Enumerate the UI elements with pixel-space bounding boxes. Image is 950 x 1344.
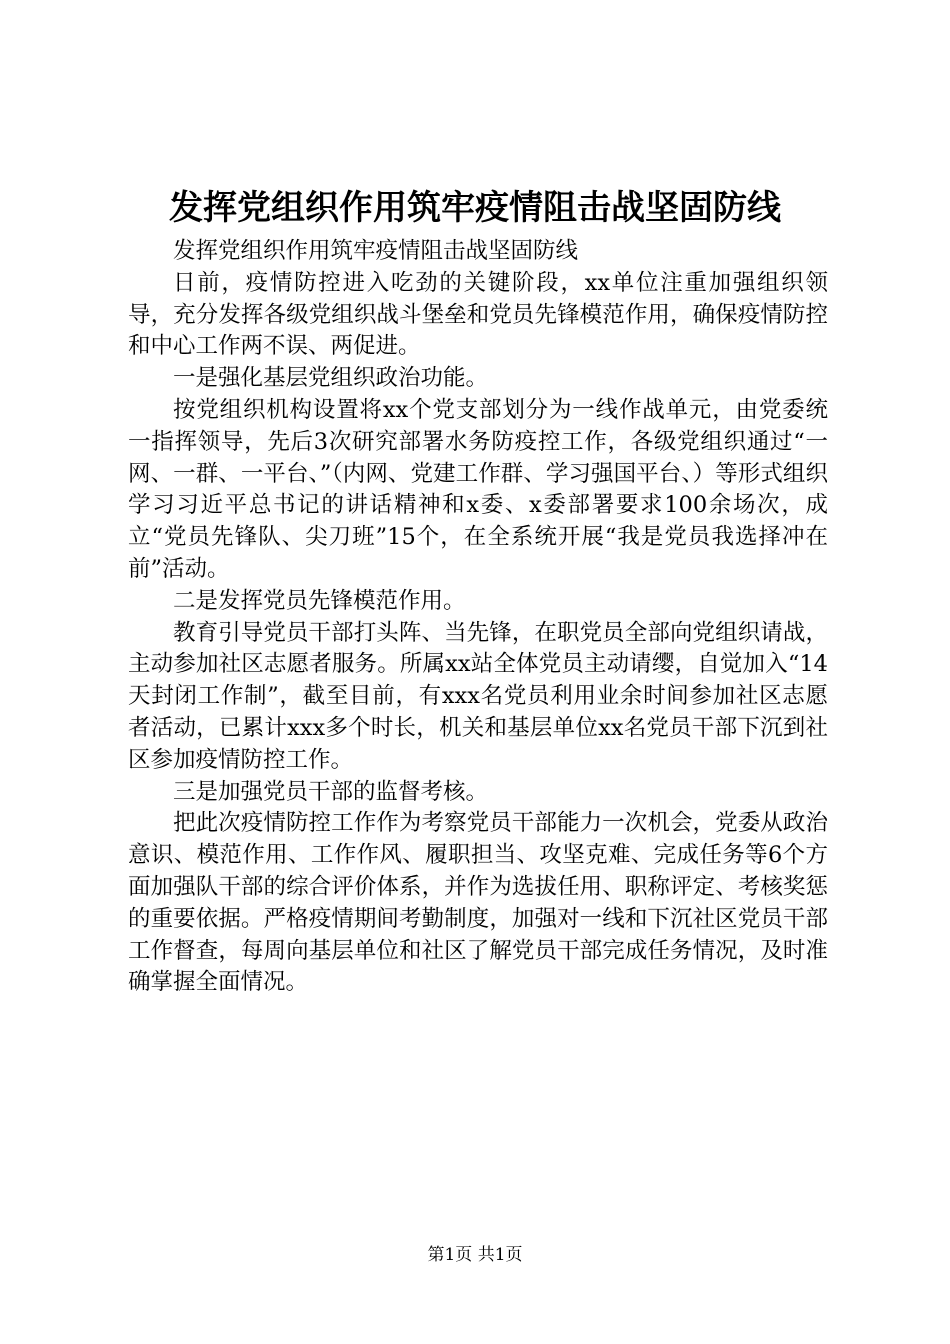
document-title: 发挥党组织作用筑牢疫情阻击战坚固防线: [169, 188, 781, 228]
paragraph-heading-1: 一是强化基层党组织政治功能。: [173, 365, 489, 392]
paragraph-body-2: 教育引导党员干部打头阵、当先锋，在职党员全部向党组织请战，主动参加社区志愿者服务。所属xx站全体党员主动请缨，自觉加入“14天封闭工作制”，截至目前，有xxx名党员利用业余时间参加社区志愿者活动，已累计xxx多个时长，机关和基层单位xx名党员干部下沉到社区参加疫情防控工作。: [128, 619, 828, 773]
document-body: [128, 236, 828, 999]
paragraph-heading-2: 二是发挥党员先锋模范作用。: [173, 587, 466, 614]
paragraph-heading-3: 三是加强党员干部的监督考核。: [173, 778, 489, 805]
paragraph-body-1: 按党组织机构设置将xx个党支部划分为一线作战单元，由党委统一指挥领导，先后3次研究部署水务防疫控工作，各级党组织通过“一网、一群、一平台、”（内网、党建工作群、学习强国平台、）等形式组织学习习近平总书记的讲话精神和x委、x委部署要求100余场次，成立“党员先锋队、尖刀班”15个，在全系统开展“我是党员我选择冲在前”活动。: [128, 396, 828, 582]
paragraph-body-3: 把此次疫情防控工作作为考察党员干部能力一次机会，党委从政治意识、模范作用、工作作风、履职担当、攻坚克难、完成任务等6个方面加强队干部的综合评价体系，并作为选拔任用、职称评定、考核奖惩的重要依据。严格疫情期间考勤制度，加强对一线和下沉社区党员干部工作督查，每周向基层单位和社区了解党员干部完成任务情况，及时准确掌握全面情况。: [128, 810, 828, 996]
paragraph-subtitle: 发挥党组织作用筑牢疫情阻击战坚固防线: [173, 238, 579, 264]
page-footer: 第1页 共1页: [427, 1245, 523, 1265]
paragraph-intro: 日前，疫情防控进入吃劲的关键阶段，xx单位注重加强组织领导，充分发挥各级党组织战斗堡垒和党员先锋模范作用，确保疫情防控和中心工作两不误、两促进。: [128, 269, 828, 360]
